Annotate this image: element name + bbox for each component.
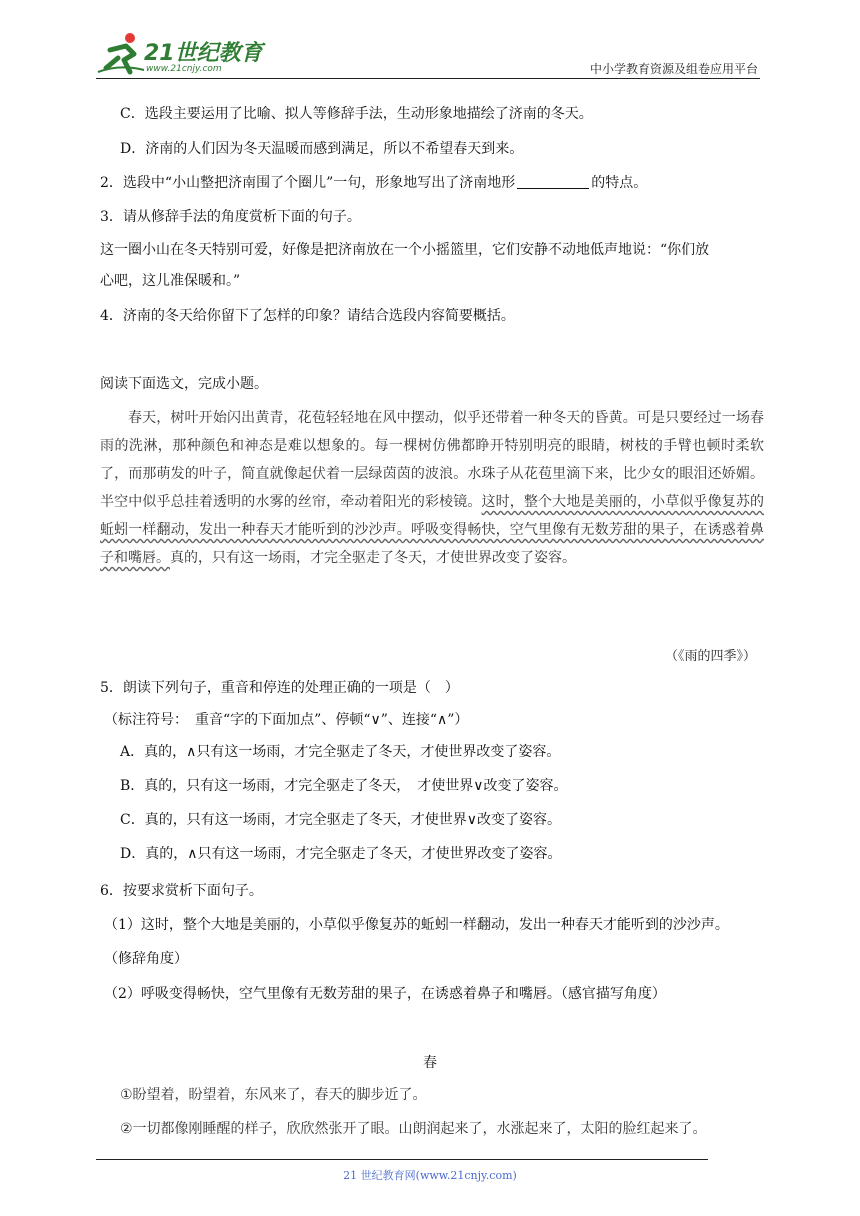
passage-wavy-underlined: 这时，整个大地是美丽的，小草似乎像复苏的蚯蚓一样翻动，发出一种春天才能听到的沙沙声。呼吸变得畅快，空气里像有无数芳甜的果子，在诱惑着鼻子和嘴唇。 bbox=[100, 494, 765, 566]
q5-option-c[interactable]: C．真的，只有这一场雨，才完全驱走了冬天，才使世界∨改变了姿容。 bbox=[120, 812, 561, 828]
question-3-stem: 3．请从修辞手法的角度赏析下面的句子。 bbox=[100, 209, 361, 225]
reading-passage bbox=[100, 404, 764, 572]
q5-option-d[interactable]: D．真的，∧只有这一场雨，才完全驱走了冬天，才使世界改变了姿容。 bbox=[120, 846, 562, 862]
q1-option-c: C．选段主要运用了比喻、拟人等修辞手法，生动形象地描绘了济南的冬天。 bbox=[120, 106, 593, 122]
spring-paragraph-1: ①盼望着，盼望着，东风来了，春天的脚步近了。 bbox=[120, 1087, 427, 1103]
q2-answer-blank[interactable] bbox=[517, 174, 589, 189]
reading-intro: 阅读下面选文，完成小题。 bbox=[100, 376, 268, 392]
q2-text-after: 的特点。 bbox=[591, 175, 648, 191]
question-6-stem: 6．按要求赏析下面句子。 bbox=[100, 883, 263, 899]
q3-quote-line1: 这一圈小山在冬天特别可爱，好像是把济南放在一个小摇篮里，它们安静不动地低声地说：“你们放 bbox=[100, 242, 710, 258]
question-2 bbox=[100, 173, 647, 193]
logo-text: 21世纪教育 bbox=[144, 41, 263, 66]
q6-sentence-2: （2）呼吸变得畅快，空气里像有无数芳甜的果子，在诱惑着鼻子和嘴唇。（感官描写角度） bbox=[104, 986, 666, 1002]
passage-part2: 真的，只有这一场雨，才完全驱走了冬天，才使世界改变了姿容。 bbox=[170, 550, 576, 566]
q3-quote-line2: 心吧，这儿准保暖和。” bbox=[100, 273, 241, 289]
logo-url: www.21cnjy.com bbox=[146, 64, 222, 74]
passage-part1: 春天，树叶开始闪出黄青，花苞轻轻地在风中摆动，似乎还带着一种冬天的昏黄。可是只要经过一场春雨的洗淋，那种颜色和神态是难以想象的。每一棵树仿佛都睁开特别明亮的眼睛，树枝的手臂也顿时柔软了，而那萌发的叶子，简直就像起伏着一层绿茵茵的波浪。水珠子从花苞里滴下来，比少女的眼泪还娇媚。半空中似乎总挂着透明的水雾的丝帘，牵动着阳光的彩棱镜。 bbox=[100, 410, 764, 510]
q6-sentence-1-note: （修辞角度） bbox=[104, 951, 188, 967]
q6-sentence-1: （1）这时，整个大地是美丽的，小草似乎像复苏的蚯蚓一样翻动，发出一种春天才能听到的沙沙声。 bbox=[104, 917, 729, 933]
q5-option-a[interactable]: A．真的，∧只有这一场雨，才完全驱走了冬天，才使世界改变了姿容。 bbox=[120, 744, 561, 760]
site-logo[interactable] bbox=[96, 30, 266, 76]
question-5-stem: 5．朗读下列句子，重音和停连的处理正确的一项是（ ） bbox=[100, 680, 459, 696]
spring-paragraph-2: ②一切都像刚睡醒的样子，欣欣然张开了眼。山朗润起来了，水涨起来了，太阳的脸红起来了。 bbox=[120, 1121, 707, 1137]
q5-notation-note: （标注符号： 重音“字的下面加点”、停顿“∨”、连接“∧”） bbox=[104, 712, 469, 728]
question-4-stem: 4．济南的冬天给你留下了怎样的印象？请结合选段内容简要概括。 bbox=[100, 308, 515, 324]
header-platform-name: 中小学教育资源及组卷应用平台 bbox=[589, 62, 758, 76]
footer-link[interactable]: 21 世纪教育网(www.21cnjy.com) bbox=[343, 1169, 517, 1182]
q1-option-d: D．济南的人们因为冬天温暖而感到满足，所以不希望春天到来。 bbox=[120, 141, 524, 157]
spring-title: 春 bbox=[423, 1055, 437, 1071]
q2-text-before: 2．选段中“小山整把济南围了个圈儿”一句，形象地写出了济南地形 bbox=[100, 175, 516, 191]
runner-logo-icon bbox=[96, 30, 146, 76]
page-header bbox=[96, 30, 760, 80]
footer-divider bbox=[96, 1159, 708, 1160]
header-divider bbox=[96, 78, 760, 79]
q5-option-b[interactable]: B．真的，只有这一场雨，才完全驱走了冬天， 才使世界∨改变了姿容。 bbox=[120, 778, 568, 794]
passage-source: （《雨的四季》） bbox=[664, 649, 756, 664]
